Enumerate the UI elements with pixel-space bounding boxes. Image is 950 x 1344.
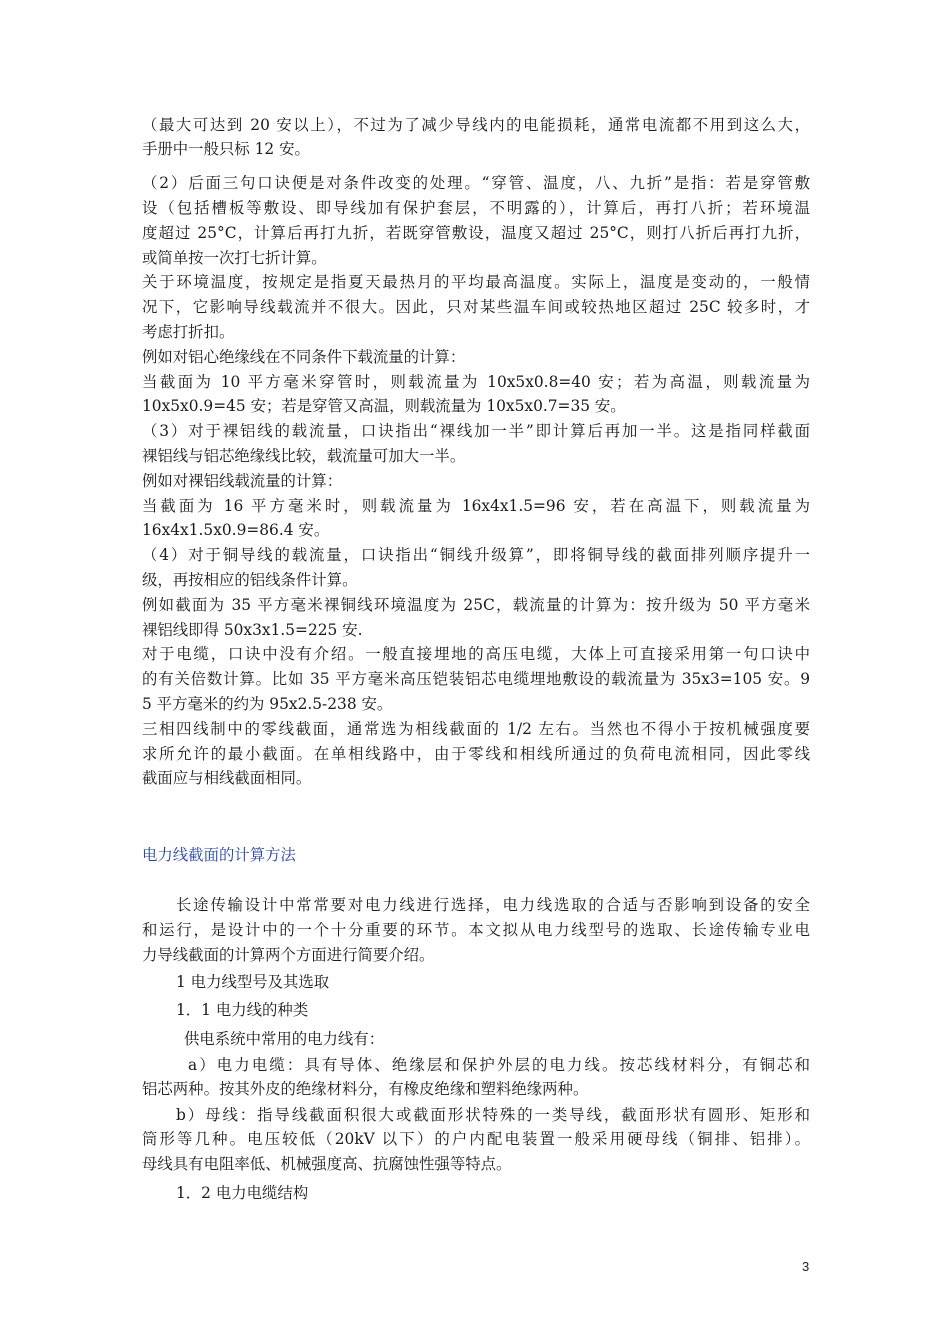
paragraph-line: 5 平方毫米的约为 95x2.5-238 安。 <box>142 695 393 713</box>
paragraph-line: 长途传输设计中常常要对电力线进行选择，电力线选取的合适与否影响到设备的安全 <box>176 896 810 914</box>
paragraph-line: 的有关倍数计算。比如 35 平方毫米高压铠装铝芯电缆埋地敷设的载流量为 35x3=105 安。9 <box>142 670 810 688</box>
paragraph-line: 手册中一般只标 12 安。 <box>142 140 310 158</box>
paragraph-line: 供电系统中常用的电力线有： <box>184 1030 385 1048</box>
section-heading: 电力线截面的计算方法 <box>142 846 296 864</box>
paragraph-line: 三相四线制中的零线截面，通常选为相线截面的 1/2 左右。当然也不得小于按机械强度要 <box>142 720 810 738</box>
paragraph-line: 裸铝线与铝芯绝缘线比较，载流量可加大一半。 <box>142 447 466 465</box>
paragraph-line: 铝芯两种。按其外皮的绝缘材料分，有橡皮绝缘和塑料绝缘两种。 <box>142 1080 589 1098</box>
paragraph-line: 况下，它影响导线载流并不很大。因此，只对某些温车间或较热地区超过 25C 较多时，才 <box>142 298 810 316</box>
paragraph-line: 或简单按一次打七折计算。 <box>142 249 327 267</box>
paragraph-line: （4）对于铜导线的载流量，口诀指出“铜线升级算”，即将铜导线的截面排列顺序提升一 <box>142 546 810 564</box>
paragraph-line: （2）后面三句口诀便是对条件改变的处理。“穿管、温度，八、九折”是指：若是穿管敷 <box>142 174 810 192</box>
paragraph-line: 当截面为 10 平方毫米穿管时，则载流量为 10x5x0.8=40 安；若为高温，则载流量为 <box>142 373 810 391</box>
paragraph-line: 例如截面为 35 平方毫米裸铜线环境温度为 25C，载流量的计算为：按升级为 50 平方毫米 <box>142 596 810 614</box>
subsection-heading: 1．2 电力电缆结构 <box>176 1184 309 1202</box>
paragraph-line: 例如对铝心绝缘线在不同条件下载流量的计算： <box>142 348 466 366</box>
paragraph-line: 筒形等几种。电压较低（20kV 以下）的户内配电装置一般采用硬母线（铜排、铝排）。 <box>142 1130 810 1148</box>
paragraph-line: 级，再按相应的铝线条件计算。 <box>142 571 358 589</box>
page-number: 3 <box>802 1259 810 1274</box>
paragraph-line: 度超过 25°C，计算后再打九折，若既穿管敷设，温度又超过 25°C，则打八折后再打九折， <box>142 224 810 242</box>
paragraph-line: 母线具有电阻率低、机械强度高、抗腐蚀性强等特点。 <box>142 1155 512 1173</box>
paragraph-line: 关于环境温度，按规定是指夏天最热月的平均最高温度。实际上，温度是变动的，一般情 <box>142 273 810 291</box>
paragraph-line: a）电力电缆：具有导体、绝缘层和保护外层的电力线。按芯线材料分，有铜芯和 <box>188 1056 810 1074</box>
paragraph-line: 10x5x0.9=45 安；若是穿管又高温，则载流量为 10x5x0.7=35 安。 <box>142 397 626 415</box>
paragraph-line: 当截面为 16 平方毫米时，则载流量为 16x4x1.5=96 安，若在高温下，则载流量为 <box>142 497 810 515</box>
paragraph-line: 考虑打折扣。 <box>142 323 235 341</box>
paragraph-line: 力导线截面的计算两个方面进行简要介绍。 <box>142 946 435 964</box>
paragraph-line: 16x4x1.5x0.9=86.4 安。 <box>142 521 330 539</box>
subsection-heading: 1 电力线型号及其选取 <box>176 973 330 991</box>
paragraph-line: 设（包括槽板等敷设、即导线加有保护套层，不明露的），计算后，再打八折；若环境温 <box>142 199 810 217</box>
paragraph-line: b）母线：指导线截面积很大或截面形状特殊的一类导线，截面形状有圆形、矩形和 <box>176 1106 810 1124</box>
paragraph-line: 和运行，是设计中的一个十分重要的环节。本文拟从电力线型号的选取、长途传输专业电 <box>142 921 810 939</box>
paragraph-line: （最大可达到 20 安以上），不过为了减少导线内的电能损耗，通常电流都不用到这么大， <box>142 116 810 134</box>
paragraph-line: 例如对裸铝线载流量的计算： <box>142 472 343 490</box>
paragraph-line: 对于电缆，口诀中没有介绍。一般直接埋地的高压电缆，大体上可直接采用第一句口诀中 <box>142 645 810 663</box>
paragraph-line: 裸铝线即得 50x3x1.5=225 安. <box>142 621 363 639</box>
paragraph-line: （3）对于裸铝线的载流量，口诀指出“裸线加一半”即计算后再加一半。这是指同样截面 <box>142 422 810 440</box>
paragraph-line: 截面应与相线截面相同。 <box>142 769 312 787</box>
paragraph-line: 求所允许的最小截面。在单相线路中，由于零线和相线所通过的负荷电流相同，因此零线 <box>142 745 810 763</box>
subsection-heading: 1．1 电力线的种类 <box>176 1001 309 1019</box>
